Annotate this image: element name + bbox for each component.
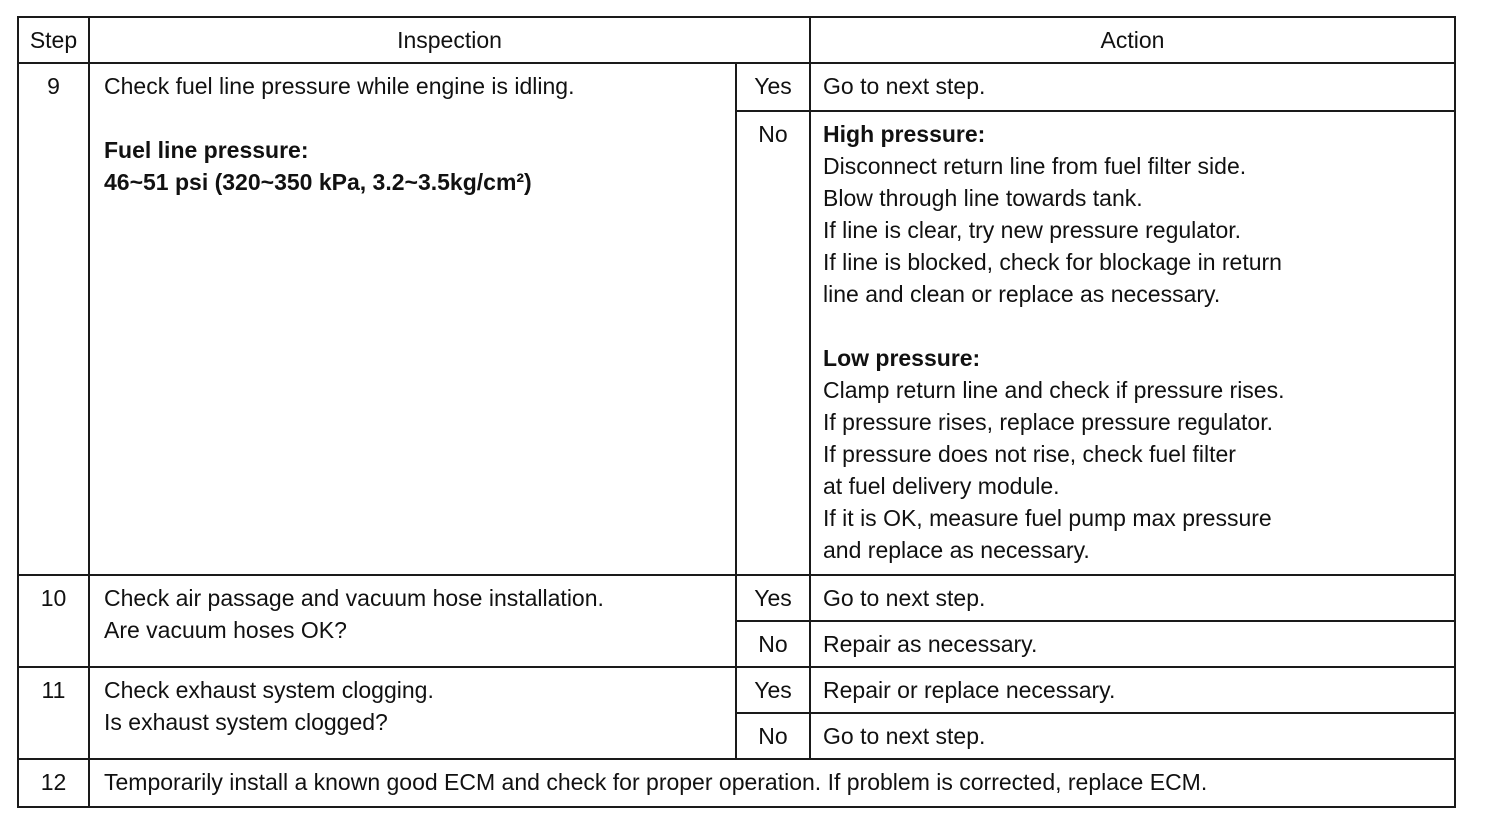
no-label: No bbox=[736, 621, 810, 667]
inspection-text: Check air passage and vacuum hose installation. bbox=[104, 585, 604, 611]
no-action bbox=[810, 111, 1455, 575]
low-pressure-line: If pressure rises, replace pressure regulator. bbox=[823, 409, 1273, 435]
inspection-cell bbox=[89, 63, 736, 575]
low-pressure-line: and replace as necessary. bbox=[823, 537, 1090, 563]
step-number: 11 bbox=[18, 667, 89, 759]
header-action: Action bbox=[810, 17, 1455, 63]
yes-action: Go to next step. bbox=[810, 63, 1455, 111]
high-pressure-line: Blow through line towards tank. bbox=[823, 185, 1143, 211]
yes-label: Yes bbox=[736, 575, 810, 621]
low-pressure-title: Low pressure: bbox=[823, 345, 981, 371]
no-label: No bbox=[736, 111, 810, 575]
no-action: Go to next step. bbox=[810, 713, 1455, 759]
yes-label: Yes bbox=[736, 667, 810, 713]
table-row bbox=[18, 63, 1455, 111]
header-inspection: Inspection bbox=[89, 17, 810, 63]
high-pressure-line: Disconnect return line from fuel filter side. bbox=[823, 153, 1247, 179]
inspection-text: Check fuel line pressure while engine is idling. bbox=[104, 73, 575, 99]
final-instruction: Temporarily install a known good ECM and check for proper operation. If problem is corrected, replace ECM. bbox=[89, 759, 1455, 807]
no-label: No bbox=[736, 713, 810, 759]
low-pressure-line: If pressure does not rise, check fuel filter bbox=[823, 441, 1236, 467]
high-pressure-line: If line is clear, try new pressure regulator. bbox=[823, 217, 1242, 243]
inspection-cell bbox=[89, 667, 736, 759]
header-step: Step bbox=[18, 17, 89, 63]
high-pressure-line: If line is blocked, check for blockage in return bbox=[823, 249, 1282, 275]
diagnostic-table bbox=[17, 16, 1456, 808]
table-row bbox=[18, 667, 1455, 713]
low-pressure-line: at fuel delivery module. bbox=[823, 473, 1060, 499]
step-number: 12 bbox=[18, 759, 89, 807]
inspection-text: Are vacuum hoses OK? bbox=[104, 617, 347, 643]
inspection-cell bbox=[89, 575, 736, 667]
high-pressure-line: line and clean or replace as necessary. bbox=[823, 281, 1221, 307]
table-row bbox=[18, 575, 1455, 621]
yes-label: Yes bbox=[736, 63, 810, 111]
step-number: 9 bbox=[18, 63, 89, 575]
spec-label: Fuel line pressure: bbox=[104, 137, 309, 163]
low-pressure-line: If it is OK, measure fuel pump max pressure bbox=[823, 505, 1272, 531]
high-pressure-title: High pressure: bbox=[823, 121, 986, 147]
low-pressure-line: Clamp return line and check if pressure rises. bbox=[823, 377, 1285, 403]
yes-action: Repair or replace necessary. bbox=[810, 667, 1455, 713]
table-row bbox=[18, 759, 1455, 807]
header-row bbox=[18, 17, 1455, 63]
spec-value: 46~51 psi (320~350 kPa, 3.2~3.5kg/cm²) bbox=[104, 169, 532, 195]
no-action: Repair as necessary. bbox=[810, 621, 1455, 667]
step-number: 10 bbox=[18, 575, 89, 667]
inspection-text: Check exhaust system clogging. bbox=[104, 677, 434, 703]
yes-action: Go to next step. bbox=[810, 575, 1455, 621]
inspection-text: Is exhaust system clogged? bbox=[104, 709, 388, 735]
